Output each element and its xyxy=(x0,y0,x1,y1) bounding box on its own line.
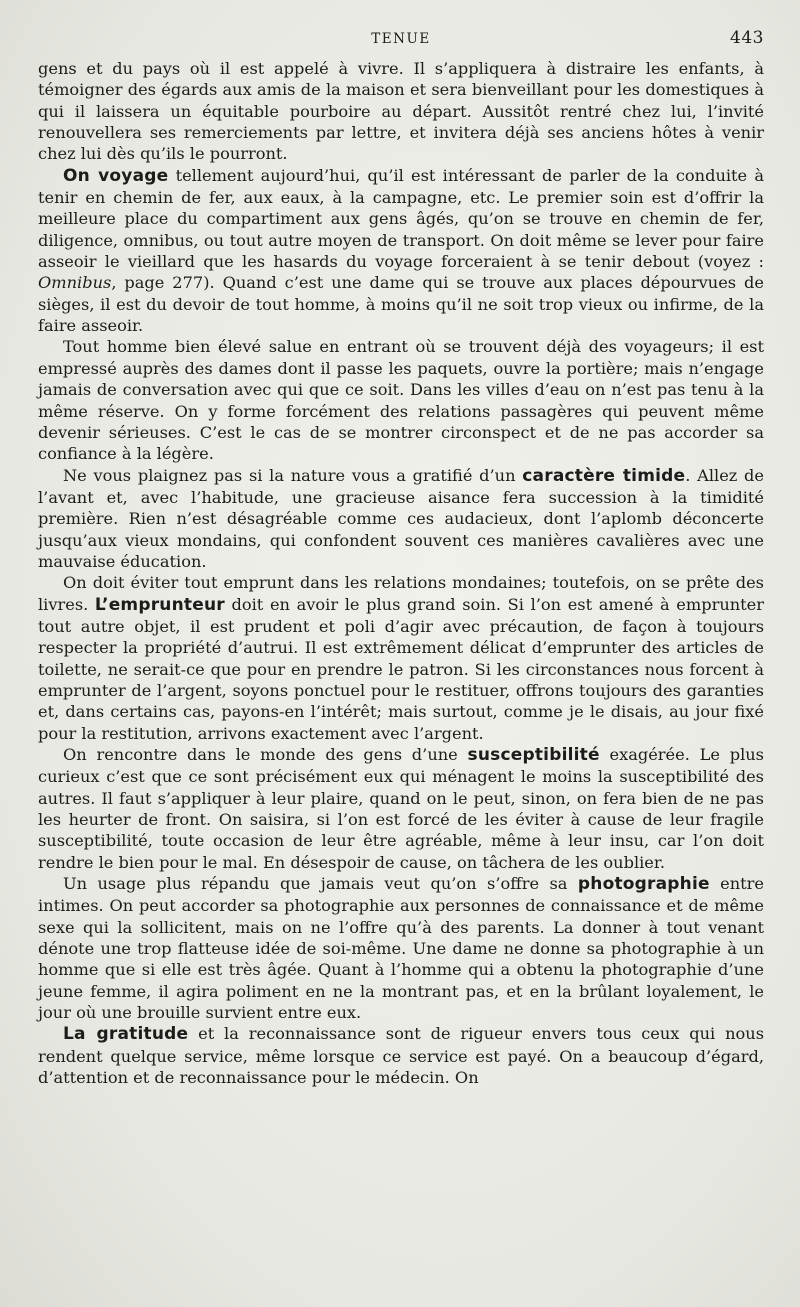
paragraph xyxy=(38,58,764,165)
paragraph xyxy=(38,165,764,337)
keyword-heading: susceptibilité xyxy=(467,745,600,765)
text-run: exagérée. Le plus curieux c’est que ce sont précisément eux qui ménagent le moins la susceptibilité des autres. Il faut s’appliquer à leur plaire, quand on le peut, sinon, on fera bien de ne pas les heurter de front. On saisira, si l’on est forcé de les éviter à cause de leur fragile susceptibilité, toute occasion de leur être agréable, même à leur insu, car l’on doit rendre le bien pour le mal. En désespoir de cause, on tâchera de les oublier. xyxy=(38,745,764,872)
text-run: tellement aujourd’hui, qu’il est intéressant de parler de la conduite à tenir en chemin de fer, aux eaux, à la campagne, etc. Le premier soin est d’offrir la meilleure place du compartiment aux gens âgés, qu’on se trouve en chemin de fer, diligence, omnibus, ou tout autre moyen de transport. On doit même se lever pour faire asseoir le vieillard que les hasards du voyage forceraient à se tenir debout (voyez : xyxy=(38,165,764,272)
text-run: Tout homme bien élevé salue en entrant où se trouvent déjà des voyageurs; il est empressé auprès des dames dont il passe les paquets, ouvre la portière; mais n’engage jamais de conversation avec qui que ce soit. Dans les villes d’eau on n’est pas tenu à la même réserve. On y forme forcément des relations passagères qui peuvent même devenir sérieuses. C’est le cas de se montrer circonspect et de ne pas accorder sa confiance à la légère. xyxy=(38,337,764,464)
paragraph xyxy=(38,873,764,1023)
keyword-heading: caractère timide xyxy=(522,465,686,486)
running-title: TENUE xyxy=(371,31,431,47)
keyword-heading: La gratitude xyxy=(63,1024,189,1045)
italic-text: Omnibus xyxy=(38,273,112,293)
text-run: Ne vous plaignez pas si la nature vous a gratifié d’un xyxy=(63,465,523,485)
text-run: doit en avoir le plus grand soin. Si l’on est amené à emprunter tout autre objet, il est prudent et poli d’agir avec précaution, de façon à toujours respecter la propriété d’autrui. Il est extrêmement délicat d’emprunter des articles de toilette, ne serait-ce que pour en prendre le patron. Si les circonstances nous forcent à emprunter de l’argent, soyons ponctuel pour le restituer, offrons toujours des garanties et, dans certains cas, payons-en l’intérêt; mais surtout, comme je le disais, au jour fixé pour la restitution, arrivons exactement avec l’argent. xyxy=(38,594,764,743)
text-run: On doit éviter tout emprunt dans les relations mondaines; toutefois, on se prête des livres. xyxy=(38,573,764,614)
text-run: et la reconnaissance sont de rigueur envers tous ceux qui nous rendent quelque service, même lorsque ce service est payé. On a beaucoup d’égard, d’attention et de reconnaissance pour le médecin. On xyxy=(38,1024,764,1088)
keyword-heading: L’emprunteur xyxy=(94,594,225,615)
text-run: gens et du pays où il est appelé à vivre. Il s’appliquera à distraire les enfants, à témoigner des égards aux amis de la maison et sera bienveillant pour les domestiques à qui il laissera un équitable pourboire au départ. Aussitôt rentré chez lui, l’invité renouvellera ses remerciements par lettre, et invitera déjà ses anciens hôtes à venir chez lui dès qu’ils le pourront. xyxy=(38,59,764,164)
text-run: , page 277). Quand c’est une dame qui se trouve aux places dépourvues de sièges, il est du devoir de tout homme, à moins qu’il ne soit trop vieux ou infirme, de la faire asseoir. xyxy=(38,273,764,336)
paragraph xyxy=(38,465,764,573)
text-run: On rencontre dans le monde des gens d’une xyxy=(63,745,468,764)
text-run: entre intimes. On peut accorder sa photographie aux personnes de connaissance et de même sexe qui la sollicitent, mais on ne l’offre qu’à des parents. La donner à tout venant dénote une trop flatteuse idée de soi-même. Une dame ne donne sa photographie à un homme que si elle est très âgée. Quant à l’homme qui a obtenu la photographie d’une jeune femme, il agira poliment en ne la montrant pas, et en la brûlant loyalement, le jour où une brouille survient entre eux. xyxy=(38,874,764,1023)
text-run: Un usage plus répandu que jamais veut qu’on s’offre sa xyxy=(63,874,578,894)
running-header xyxy=(38,28,764,58)
paragraph xyxy=(38,744,764,873)
text-run: . Allez de l’avant et, avec l’habitude, une gracieuse aisance fera succession à la timidité première. Rien n’est désagréable comme ces audacieux, dont l’aplomb déconcerte jusqu’aux vieux mondains, qui confondent souvent ces manières cavalières avec une mauvaise éducation. xyxy=(38,465,764,571)
paragraph xyxy=(38,1023,764,1088)
page-number: 443 xyxy=(730,28,764,48)
body-text xyxy=(38,58,764,1089)
keyword-heading: photographie xyxy=(577,874,710,895)
paragraph xyxy=(38,572,764,744)
keyword-heading: On voyage xyxy=(63,165,169,186)
paragraph xyxy=(38,336,764,464)
